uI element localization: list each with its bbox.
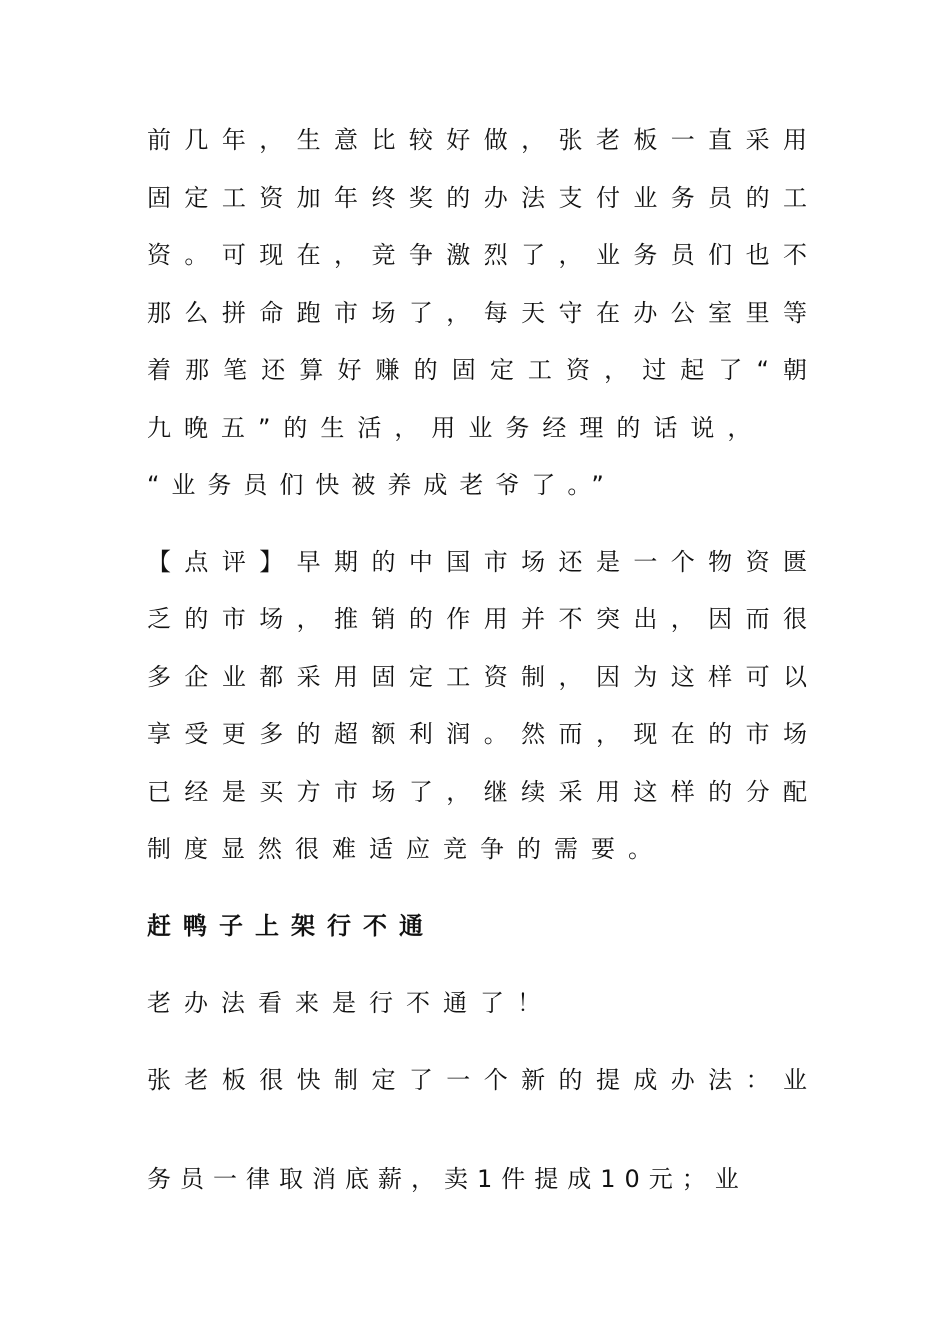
paragraph-2-line-3: 多企业都采用固定工资制，因为这样可以 [147,663,807,691]
paragraph-2-line-4: 享受更多的超额利润。然而，现在的市场 [147,720,807,748]
paragraph-1-line-1: 前几年，生意比较好做，张老板一直采用 [147,126,807,154]
paragraph-2-line-2: 乏的市场，推销的作用并不突出，因而很 [147,605,807,633]
section-heading: 赶鸭子上架行不通 [147,912,435,940]
paragraph-3-line-1: 老办法看来是行不通了！ [147,989,554,1017]
paragraph-1-line-4: 那么拼命跑市场了，每天守在办公室里等 [147,299,807,327]
paragraph-1-line-6: 九晚五”的生活，用业务经理的话说， [147,414,765,442]
paragraph-1-line-5: 着那笔还算好赚的固定工资，过起了“朝 [147,356,807,384]
paragraph-2-line-5: 已经是买方市场了，继续采用这样的分配 [147,778,807,806]
paragraph-2-line-1: 【点评】早期的中国市场还是一个物资匮 [147,548,807,576]
paragraph-4-line-1: 张老板很快制定了一个新的提成办法：业 [147,1066,807,1094]
paragraph-5-line-1: 务员一律取消底薪，卖1件提成10元；业 [147,1165,748,1193]
paragraph-1-line-7: “业务员们快被养成老爷了。” [147,471,616,499]
paragraph-1-line-3: 资。可现在，竞争激烈了，业务员们也不 [147,241,807,269]
paragraph-1-line-2: 固定工资加年终奖的办法支付业务员的工 [147,184,807,212]
paragraph-2-line-6: 制度显然很难适应竞争的需要。 [147,835,665,863]
